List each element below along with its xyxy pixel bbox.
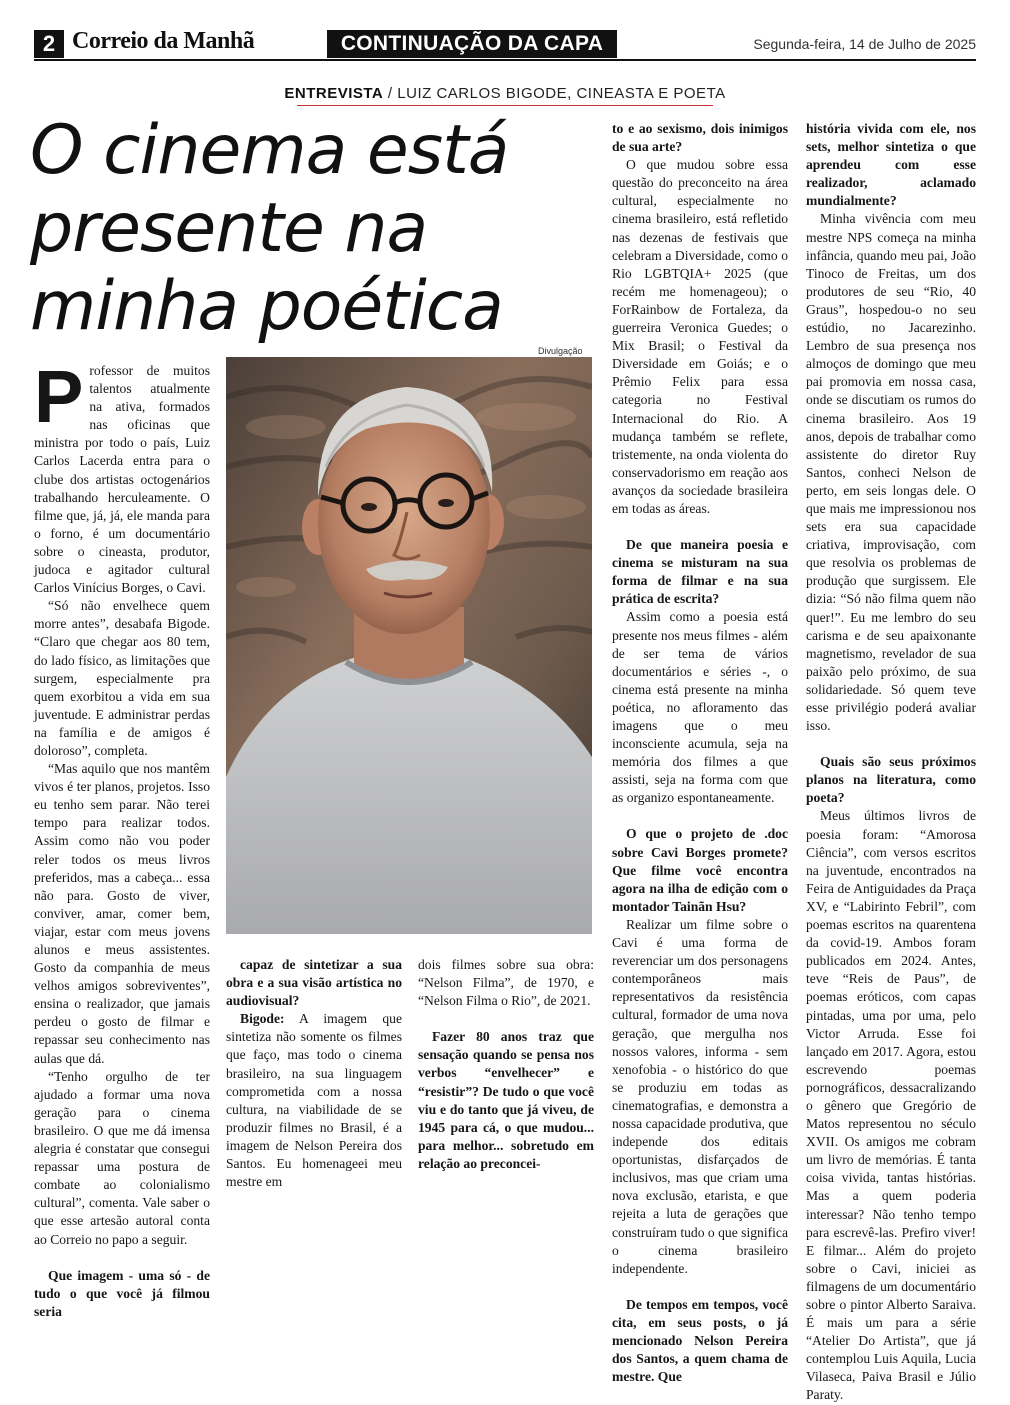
answer-1-speaker: Bigode: [240,1011,285,1027]
photo-credit: Divulgação [538,346,583,356]
question-5-continued: história vivida com ele, nos sets, melhor sintetiza o que aprendeu com esse realizador, aclamado mundialmente? [806,121,976,209]
page-header [0,0,1010,60]
answer-5: Minha vivência com meu mestre NPS começa na minha infância, quando meu pai, João Tinoco de Freitas, um dos produtores de seu “Rio, 40 Graus”, hospedou-o no seu estúdio, no Jacarezinho. Lembro de sua presença nos almoços de domingo que meu pai promovia em nossa casa, onde se discutiam os rumos do cinema brasileiro. Aos 19 anos, depois de trabalhar como assistente do diretor Ruy Santos, conheci Nelson de perto, em seis longas dele. O que mais me impressionou nos sets era sua capacidade criativa, improvisação, com que resolvia os problemas de produção que surgissem. Ele dizia: “Só não filma quem não quer!”. Eu me lembro do seu carisma e de seu apaixonante magnetismo, revelador de sua paixão pelo próximo, de sua solidariedade. Só quem teve esse privilégio poderá avaliar isso. [806,211,976,734]
article-kicker [0,85,1010,102]
answer-6: Meus últimos livros de poesia foram: “Amorosa Ciência”, com versos escritos na juventude, encontrados na Feira de Antiguidades da Praça XV, e “Labirinto Febril”, com poemas escritos na quarentena da covid-19. Ambos foram publicados em 2024. Antes, teve “Reis de Paus”, de poemas eróticos, com capas pintadas, uma por uma, pelo Victor Arruda. Esse foi lançado em 2017. Agora, estou escrevendo poemas pornográficos, dessacralizando o gênero que Gregório de Matos representou no século XVII. Os amigos me cobram um livro de memórias. É tanta coisa vivida, tantas histórias. Mas a quem poderia interessar? Não tenho tempo para escrevê-las. Prefiro viver! E filmar... Além do projeto sobre o Cavi, iniciei as filmagens de um documentário sobre o pintor Alberto Saraiva. É mais um para a série “Atelier Do Artista”, que já contemplou Luis Aquila, Lucia Vilaseca, Paiva Brasil e Júlio Paraty. [806,808,976,1403]
answer-1 [226,1010,402,1191]
kicker-underline [297,105,713,106]
portrait-photo [226,357,592,934]
headline-line-3: minha poética [30,267,503,346]
column-4 [612,120,788,1386]
answer-1-text: A imagem que sintetiza não somente os filmes que faço, mas todo o cinema brasileiro, na sua linguagem comprometida com a nossa cultura, na viabilidade de se produzir filmes no Brasil, é a imagem de Nelson Pereira dos Santos. Eu homenageei meu mestre em [226,1011,402,1190]
drop-cap: P [34,355,84,438]
section-label: CONTINUAÇÃO DA CAPA [327,30,617,58]
answer-2: O que mudou sobre essa questão do preconceito na área cultural, especialmente no cinema brasileiro, está refletido nas dezenas de festivais que celebram a Diversidade, como o Rio LGBTQIA+ 2025 (que recém me homenageou); o ForRainbow de Fortaleza, da guerreira Veronica Guedes; o Mix Brasil; o Festival da Diversidade em Goiás; e o Prêmio Felix para essa categoria no Festival Internacional do Rio. A mudança também se reflete, tristemente, na onda violenta do conservadorismo em reação aos avanços da sociedade brasileira em todas as áreas. [612,157,788,516]
intro-paragraph-4: “Tenho orgulho de ter ajudado a formar uma nova geração para o cinema brasileiro. O que me dá imensa alegria é constatar que consegui repassar uma postura de combate ao colonialismo cultural”, comenta. Vale saber o que esse artesão autoral conta ao Correio no papo a seguir. [34,1068,210,1247]
answer-3: Assim como a poesia está presente nos meus filmes - além de ser tema de vários documentários e séries -, o cinema está presente na minha poética, no afloramento das imagens que o meu inconsciente acumula, seja na memória dos filmes a que assisti, seja na forma com que as organizo espontaneamente. [612,609,788,806]
issue-date: Segunda-feira, 14 de Julho de 2025 [753,36,976,52]
kicker-subject: / LUIZ CARLOS BIGODE, CINEASTA E POETA [383,85,726,102]
question-1: Que imagem - uma só - de tudo o que você já filmou seria [34,1267,210,1319]
answer-4: Realizar um filme sobre o Cavi é uma forma de reverenciar um dos personagens contemporâneos mais representativos da resistência cultural, formador de uma nova geração, que mergulha nos nossos valores, informa - sem xenofobia - o histórico do que se produziu em todas as cinematografias, e demonstra a nossa capacidade produtiva, que independe dos editais oportunistas, disfarçados de inclusivos, mas que criam uma nova exclusão, etarista, e que rejeita a luta de gerações que construíram tudo o que significa o cinema brasileiro independente. [612,916,788,1276]
answer-1-continued: dois filmes sobre sua obra: “Nelson Filma”, de 1970, e “Nelson Filma o Rio”, de 2021. [418,957,594,1009]
intro-paragraph-2: “Só não envelhece quem morre antes”, desabafa Bigode. “Claro que chegar aos 80 tem, do lado físico, as limitações que surgem, especialmente pra quem exorbitou a vida em sua juventude. E administrar perdas na família e de amigos é doloroso”, completa. [34,598,210,758]
column-5 [806,120,976,1405]
kicker-label: ENTREVISTA [284,85,384,102]
question-1-continued: capaz de sintetizar a sua obra e a sua visão artística no audiovisual? [226,957,402,1009]
question-6: Quais são seus próximos planos na literatura, como poeta? [806,754,976,806]
column-2-bottom [226,956,402,1191]
question-2-continued: to e ao sexismo, dois inimigos de sua arte? [612,121,788,155]
portrait-illustration [226,357,592,934]
intro-paragraph-3: “Mas aquilo que nos mantêm vivos é ter planos, projetos. Isso eu tenho sem parar. Não terei tempo para realizar todos. Assim como não vou poder reler todos os meus livros preferidos, mas a cabeça... essa não para. Gosto de viver, conviver, amar, comer bem, viajar, estar com meus jovens alunos e meus assistentes. Gosto da companhia de meus velhos amigos sobreviventes”, ensina o realizador, que jamais perdeu o gosto de filmar e repassar seu conhecimento nas aulas que dá. [34,761,210,1066]
headline-line-2: presente na [30,189,428,268]
question-4: O que o projeto de .doc sobre Cavi Borges promete? Que filme você encontra agora na ilha de edição com o montador Tainãn Hsu? [612,826,788,914]
headline [30,112,610,346]
intro-paragraph [34,355,210,597]
question-2: Fazer 80 anos traz que sensação quando se pensa nos verbos “envelhecer” e “resistir”? De tudo o que você viu e do tanto que já viveu, de 1945 para cá, o que mudou... para melhor... sobretudo em relação ao preconcei- [418,1029,594,1171]
header-rule [34,59,976,61]
column-3-bottom [418,956,594,1173]
page-number: 2 [34,30,64,58]
question-3: De que maneira poesia e cinema se misturam na sua forma de filmar e na sua prática de escrita? [612,537,788,607]
question-5: De tempos em tempos, você cita, em seus posts, o já mencionado Nelson Pereira dos Santos, a quem chama de mestre. Que [612,1296,788,1385]
column-1-top [34,355,210,1321]
intro-text: rofessor de muitos talentos atualmente na ativa, formados nas oficinas que ministra por todo o país, Luiz Carlos Lacerda entra para o clube dos artistas octogenários trabalhando herculeamente. O filme que, já, já, ele manda para o forno, é um documentário sobre o cineasta, produtor, judoca e agitador cultural Carlos Vinícius Borges, o Cavi. [34,363,210,596]
newspaper-name: Correio da Manhã [72,28,255,54]
headline-line-1: O cinema está [30,111,509,190]
